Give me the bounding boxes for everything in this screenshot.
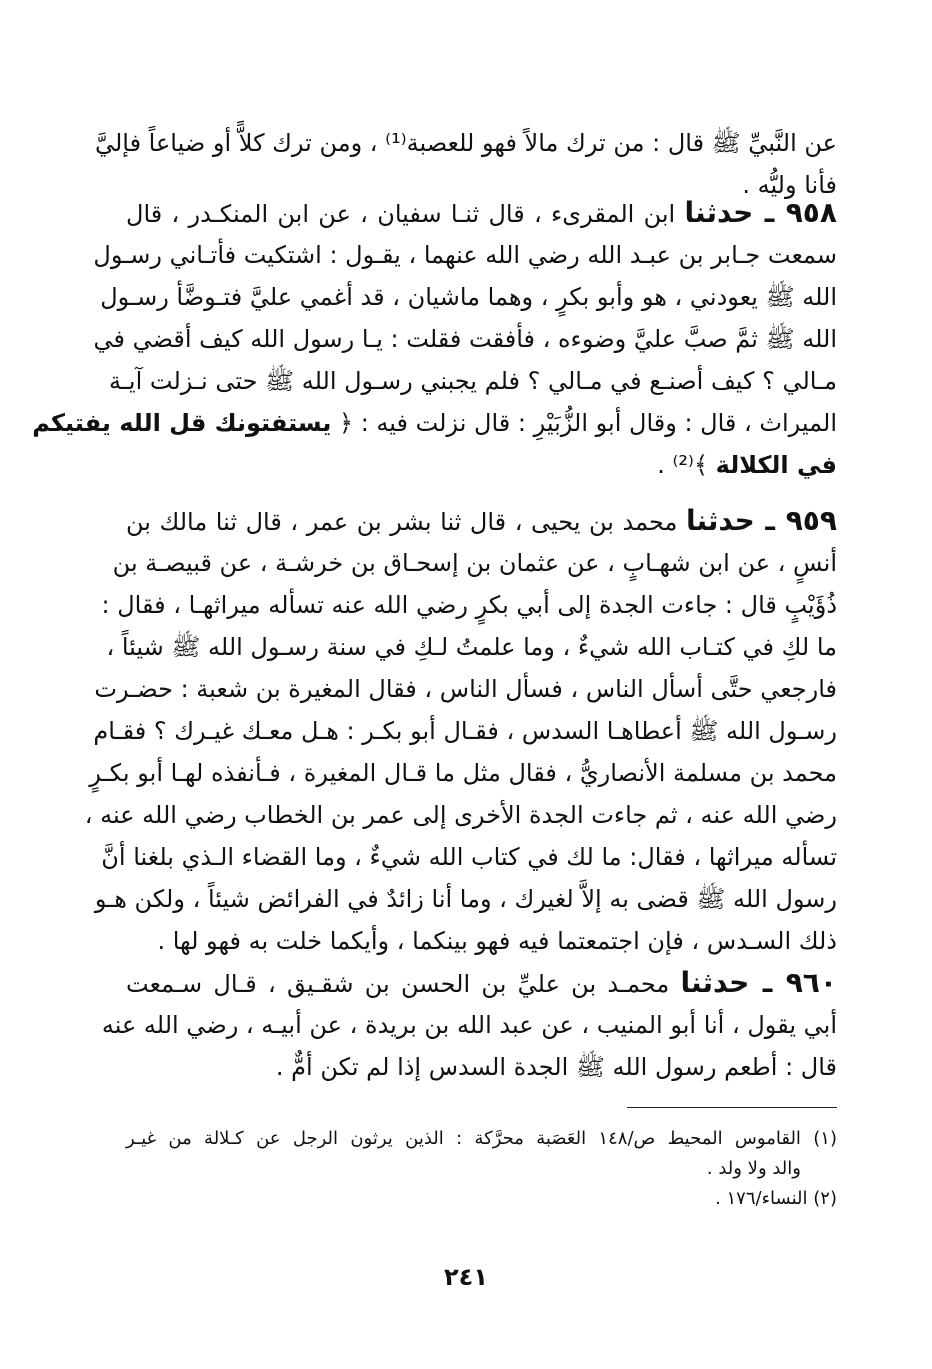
hadith-959-line-5: فارجعي حتَّى أسأل الناس ، فسأل الناس ، فقال المغيرة بن شعبة : حضـرت: [94, 675, 837, 703]
footnote-separator: [627, 1107, 837, 1108]
hadith-959-line-8: رضي الله عنه ، ثم جاءت الجدة الأخرى إلى عمر بن الخطاب رضي الله عنه ،: [84, 801, 837, 829]
hadith-959-line-2: أنسٍ ، عن ابن شهـابٍ ، عن عثمان بن إسحـاق بن خرشـة ، عن قبيصـة بن: [112, 549, 837, 577]
hadith-960-text-1: محمـد بن عليِّ بن الحسن بن شقـيق ، قـال سـمعت: [126, 970, 670, 998]
hadith-959-text-1: محمد بن يحيى ، قال ثنا بشر بن عمر ، قال ثنا مالك بن: [126, 508, 678, 536]
hadith-959-line-7: محمد بن مسلمة الأنصاريُّ ، فقال مثل ما قـال المغيرة ، فـأنفذه لهـا أبو بكـرٍ: [89, 759, 837, 787]
hadith-number-958: ٩٥٨ ـ حدثنا: [684, 196, 837, 229]
footnote-2-text: النساء/١٧٦ .: [715, 1188, 808, 1209]
hadith-958-line-2: سمعت جـابر بن عبـد الله رضي الله عنهما ، يقـول : اشتكيت فأتـاني رسـول: [93, 241, 837, 269]
hadith-959-line-6: رسـول الله ﷺ أعطاهـا السدس ، فقـال أبو بكـر : هـل معـك غيـرك ؟ فقـام: [93, 717, 837, 745]
main-text: [32, 128, 837, 1094]
footnote-2: [126, 1186, 837, 1216]
hadith-960-line-2: أبي يقول ، أنا أبو المنيب ، عن عبد الله بن بريدة ، عن أبيـه ، رضي الله عنه: [101, 1011, 837, 1039]
footnote-2-marker: (٢): [813, 1188, 837, 1209]
footnotes: [126, 1126, 837, 1216]
quran-verse-part-1: يستفتونك قل الله يفتيكم: [32, 409, 332, 437]
intro-line-1: عن النَّبيِّ ﷺ قال : من ترك مالاً فهو للعصبة⁽¹⁾ ، ومن ترك كلاًّ أو ضياعاً فإليَّ: [94, 129, 837, 157]
page-number: ٢٤١: [444, 1263, 488, 1291]
hadith-959-line-1: [126, 506, 837, 548]
hadith-959-line-10: رسول الله ﷺ قضى به إلاَّ لغيرك ، وما أنا زائدٌ في الفرائض شيئاً ، ولكن هـو: [94, 885, 837, 913]
hadith-959-line-9: تسأله ميراثها ، فقال: ما لك في كتاب الله شيءٌ ، وما القضاء الـذي بلغنا أنَّ: [101, 843, 837, 871]
hadith-number-960: ٩٦٠ ـ حدثنا: [680, 966, 837, 999]
hadith-959-line-3: ذُؤَيْبٍ قال : جاءت الجدة إلى أبي بكرٍ رضي الله عنه تسأله ميراثهـا ، فقال :: [101, 591, 837, 619]
footnote-1-line-2: والد ولا ولد .: [706, 1158, 801, 1179]
hadith-958-line-6: [32, 408, 837, 450]
hadith-958-text-1: ابن المقرىء ، قال ثنـا سفيان ، عن ابن المنكـدر ، قال: [126, 200, 676, 228]
hadith-number-959: ٩٥٩ ـ حدثنا: [685, 504, 837, 537]
quran-verse-end: ﴾⁽²⁾ .: [657, 451, 709, 479]
footnote-1-marker: (١): [813, 1128, 837, 1149]
hadith-960-line-1: [126, 968, 837, 1010]
hadith-958-line-4: الله ﷺ ثمَّ صبَّ عليَّ وضوءه ، فأفقت فقلت : يـا رسول الله كيف أقضي في: [93, 325, 837, 353]
footnote-1-text: القاموس المحيط ص/١٤٨ العَصَبة محرَّكة : الذين يرثون الرجل عن كـلالة من غيـر: [126, 1128, 801, 1149]
hadith-958-text-6: الميراث ، قال : وقال أبو الزُّبَيْرِ : قال نزلت فيه : ﴿: [339, 409, 837, 437]
footnote-1-line-1: [126, 1126, 837, 1156]
hadith-958-line-1: [126, 198, 837, 240]
hadith-959-line-11: ذلك السـدس ، فإن اجتمعتما فيه فهو بينكما ، وأيكما خلت به فهو لها .: [157, 927, 837, 955]
quran-verse-part-2: في الكلالة: [715, 451, 837, 479]
hadith-960-line-3: قال : أطعم رسول الله ﷺ الجدة السدس إذا لم تكن أمٌّ .: [275, 1053, 837, 1081]
hadith-958-line-5: مـالي ؟ كيف أصنـع في مـالي ؟ فلم يجبني رسـول الله ﷺ حتى نـزلت آيـة: [109, 367, 837, 395]
hadith-959-line-4: ما لكِ في كتـاب الله شيءٌ ، وما علمتُ لـكِ في سنة رسـول الله ﷺ شيئاً ،: [106, 633, 837, 661]
hadith-958-line-3: الله ﷺ يعودني ، هو وأبو بكرٍ ، وهما ماشيان ، قد أغمي عليَّ فتـوضَّأ رسـول: [100, 283, 837, 311]
intro-line-2: فأنا وليُّه .: [742, 171, 837, 199]
hadith-958-line-7: [126, 450, 837, 492]
